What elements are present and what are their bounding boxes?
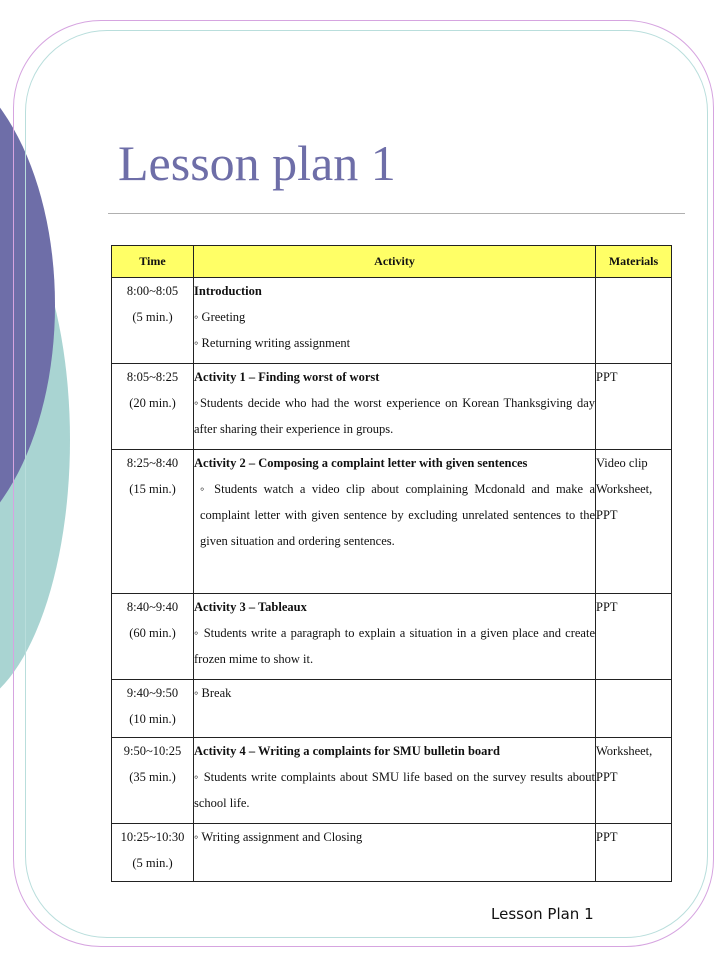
header-materials: Materials: [596, 246, 672, 278]
materials-cell: [596, 594, 672, 680]
materials-cell: [596, 364, 672, 450]
activity-title: Activity 4 – Writing a complaints for SMU bulletin board: [194, 744, 500, 758]
table-row: [112, 824, 672, 882]
time-duration: (20 min.): [129, 396, 176, 410]
activity-cell: [194, 680, 596, 738]
title-divider: [108, 213, 685, 214]
activity-line: ◦ Students write complaints about SMU life based on the survey results about school life.: [194, 770, 595, 810]
materials-cell: [596, 680, 672, 738]
materials-line: Worksheet,: [596, 482, 653, 496]
table-row: [112, 278, 672, 364]
materials-line: PPT: [596, 830, 618, 844]
activity-line: ◦ Writing assignment and Closing: [194, 830, 363, 844]
time-duration: (5 min.): [132, 310, 173, 324]
time-cell: [112, 680, 194, 738]
materials-cell: [596, 824, 672, 882]
time-duration: (35 min.): [129, 770, 176, 784]
materials-line: PPT: [596, 508, 618, 522]
materials-line: Video clip: [596, 456, 648, 470]
time-cell: [112, 278, 194, 364]
time-duration: (5 min.): [132, 856, 173, 870]
header-time: Time: [112, 246, 194, 278]
activity-line: ◦ Break: [194, 686, 232, 700]
activity-line: ◦ Returning writing assignment: [194, 336, 351, 350]
time-cell: [112, 364, 194, 450]
table-header-row: [112, 246, 672, 278]
activity-line: ◦ Students write a paragraph to explain a situation in a given place and create frozen mime to show it.: [194, 626, 595, 666]
materials-cell: [596, 278, 672, 364]
time-cell: [112, 738, 194, 824]
page-title: Lesson plan 1: [118, 135, 396, 191]
header-activity: Activity: [194, 246, 596, 278]
time-range: 9:50~10:25: [123, 744, 182, 758]
materials-line: PPT: [596, 770, 618, 784]
time-range: 10:25~10:30: [120, 830, 185, 844]
slide-footer: Lesson Plan 1: [491, 905, 594, 923]
time-range: 9:40~9:50: [126, 686, 179, 700]
table-row: [112, 364, 672, 450]
time-cell: [112, 594, 194, 680]
table-row: [112, 738, 672, 824]
time-range: 8:05~8:25: [126, 370, 179, 384]
table-row: [112, 450, 672, 594]
activity-cell: [194, 364, 596, 450]
activity-cell: [194, 278, 596, 364]
activity-cell: [194, 824, 596, 882]
activity-title: Activity 3 – Tableaux: [194, 600, 307, 614]
lesson-plan-table: [111, 245, 672, 882]
activity-cell: [194, 738, 596, 824]
activity-line: ◦Students decide who had the worst experience on Korean Thanksgiving day after sharing their experience in groups.: [194, 396, 595, 436]
materials-line: PPT: [596, 370, 618, 384]
materials-line: Worksheet,: [596, 744, 653, 758]
activity-title: Introduction: [194, 284, 262, 298]
time-range: 8:25~8:40: [126, 456, 179, 470]
activity-cell: [194, 594, 596, 680]
time-duration: (15 min.): [129, 482, 176, 496]
table-row: [112, 680, 672, 738]
time-range: 8:40~9:40: [126, 600, 179, 614]
activity-title: Activity 1 – Finding worst of worst: [194, 370, 380, 384]
time-duration: (60 min.): [129, 626, 176, 640]
materials-cell: [596, 450, 672, 594]
table-row: [112, 594, 672, 680]
time-cell: [112, 450, 194, 594]
activity-line: ◦ Greeting: [194, 310, 246, 324]
activity-cell: [194, 450, 596, 594]
time-duration: (10 min.): [129, 712, 176, 726]
materials-cell: [596, 738, 672, 824]
time-cell: [112, 824, 194, 882]
time-range: 8:00~8:05: [126, 284, 179, 298]
activity-line: ◦ Students watch a video clip about complaining Mcdonald and make a complaint letter with given sentence by excluding unrelated sentences to the given situation and ordering sentences.: [200, 482, 595, 548]
activity-title: Activity 2 – Composing a complaint letter with given sentences: [194, 456, 528, 470]
materials-line: PPT: [596, 600, 618, 614]
